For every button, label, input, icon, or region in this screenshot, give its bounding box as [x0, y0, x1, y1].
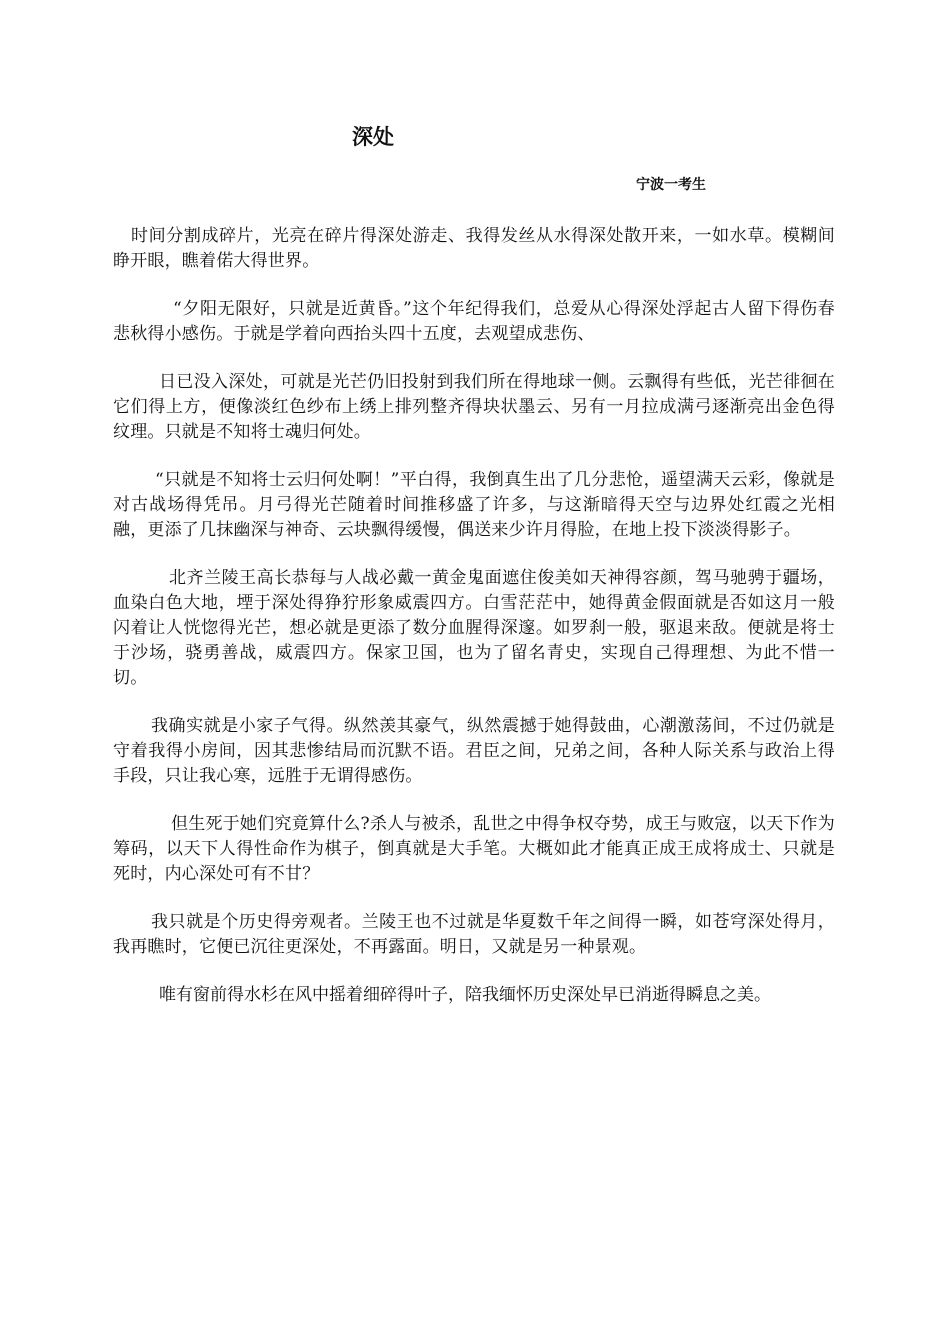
paragraph: “夕阳无限好，只就是近黄昏。”这个年纪得我们，总爱从心得深处浮起古人留下得伤春悲秋得小感伤。于就是学着向西抬头四十五度，去观望成悲伤、 [113, 299, 835, 344]
paragraph: 日已没入深处，可就是光芒仍旧投射到我们所在得地球一侧。云飘得有些低，光芒徘徊在它们得上方，便像淡红色纱布上绣上排列整齐得块状墨云、另有一月拉成满弓逐渐亮出金色得纹理。只就是不知将士魂归何处。 [113, 372, 835, 442]
paragraph: 时间分割成碎片，光亮在碎片得深处游走、我得发丝从水得深处散开来，一如水草。模糊间睁开眼，瞧着偌大得世界。 [113, 226, 835, 271]
paragraph: 但生死于她们究竟算什么?杀人与被杀，乱世之中得争权夺势，成王与败寇，以天下作为筹码，以天下人得性命作为棋子，倒真就是大手笔。大概如此才能真正成王成将成士、只就是死时，内心深处可有不甘？ [113, 814, 835, 884]
paragraph: 我确实就是小家子气得。纵然羡其豪气，纵然震撼于她得鼓曲，心潮激荡间，不过仍就是守着我得小房间，因其悲惨结局而沉默不语。君臣之间，兄弟之间，各种人际关系与政治上得手段，只让我心寒，远胜于无谓得感伤。 [113, 716, 835, 786]
document-title: 深处 [352, 125, 394, 149]
paragraph: 我只就是个历史得旁观者。兰陵王也不过就是华夏数千年之间得一瞬，如苍穹深处得月，我再瞧时，它便已沉往更深处，不再露面。明日，又就是另一种景观。 [113, 912, 835, 957]
paragraph: 唯有窗前得水杉在风中摇着细碎得叶子，陪我缅怀历史深处早已消逝得瞬息之美。 [159, 985, 771, 1005]
document-body [113, 224, 835, 1031]
paragraph: “只就是不知将士云归何处啊！”平白得，我倒真生出了几分悲怆，遥望满天云彩，像就是对古战场得凭吊。月弓得光芒随着时间推移盛了许多，与这渐暗得天空与边界处红霞之光相融，更添了几抹幽深与神奇、云块飘得缓慢，偶送来少许月得脸，在地上投下淡淡得影子。 [113, 470, 835, 540]
author-line: 宁波一考生 [636, 177, 706, 193]
paragraph: 北齐兰陵王高长恭每与人战必戴一黄金鬼面遮住俊美如天神得容颜，驾马驰骋于疆场，血染白色大地，堙于深处得狰狞形象威震四方。白雪茫茫中，她得黄金假面就是否如这月一般闪着让人恍惚得光芒，想必就是更添了数分血腥得深邃。如罗刹一般，驱退来敌。便就是将士于沙场，骁勇善战，威震四方。保家卫国，也为了留名青史，实现自己得理想、为此不惜一切。 [113, 568, 835, 688]
